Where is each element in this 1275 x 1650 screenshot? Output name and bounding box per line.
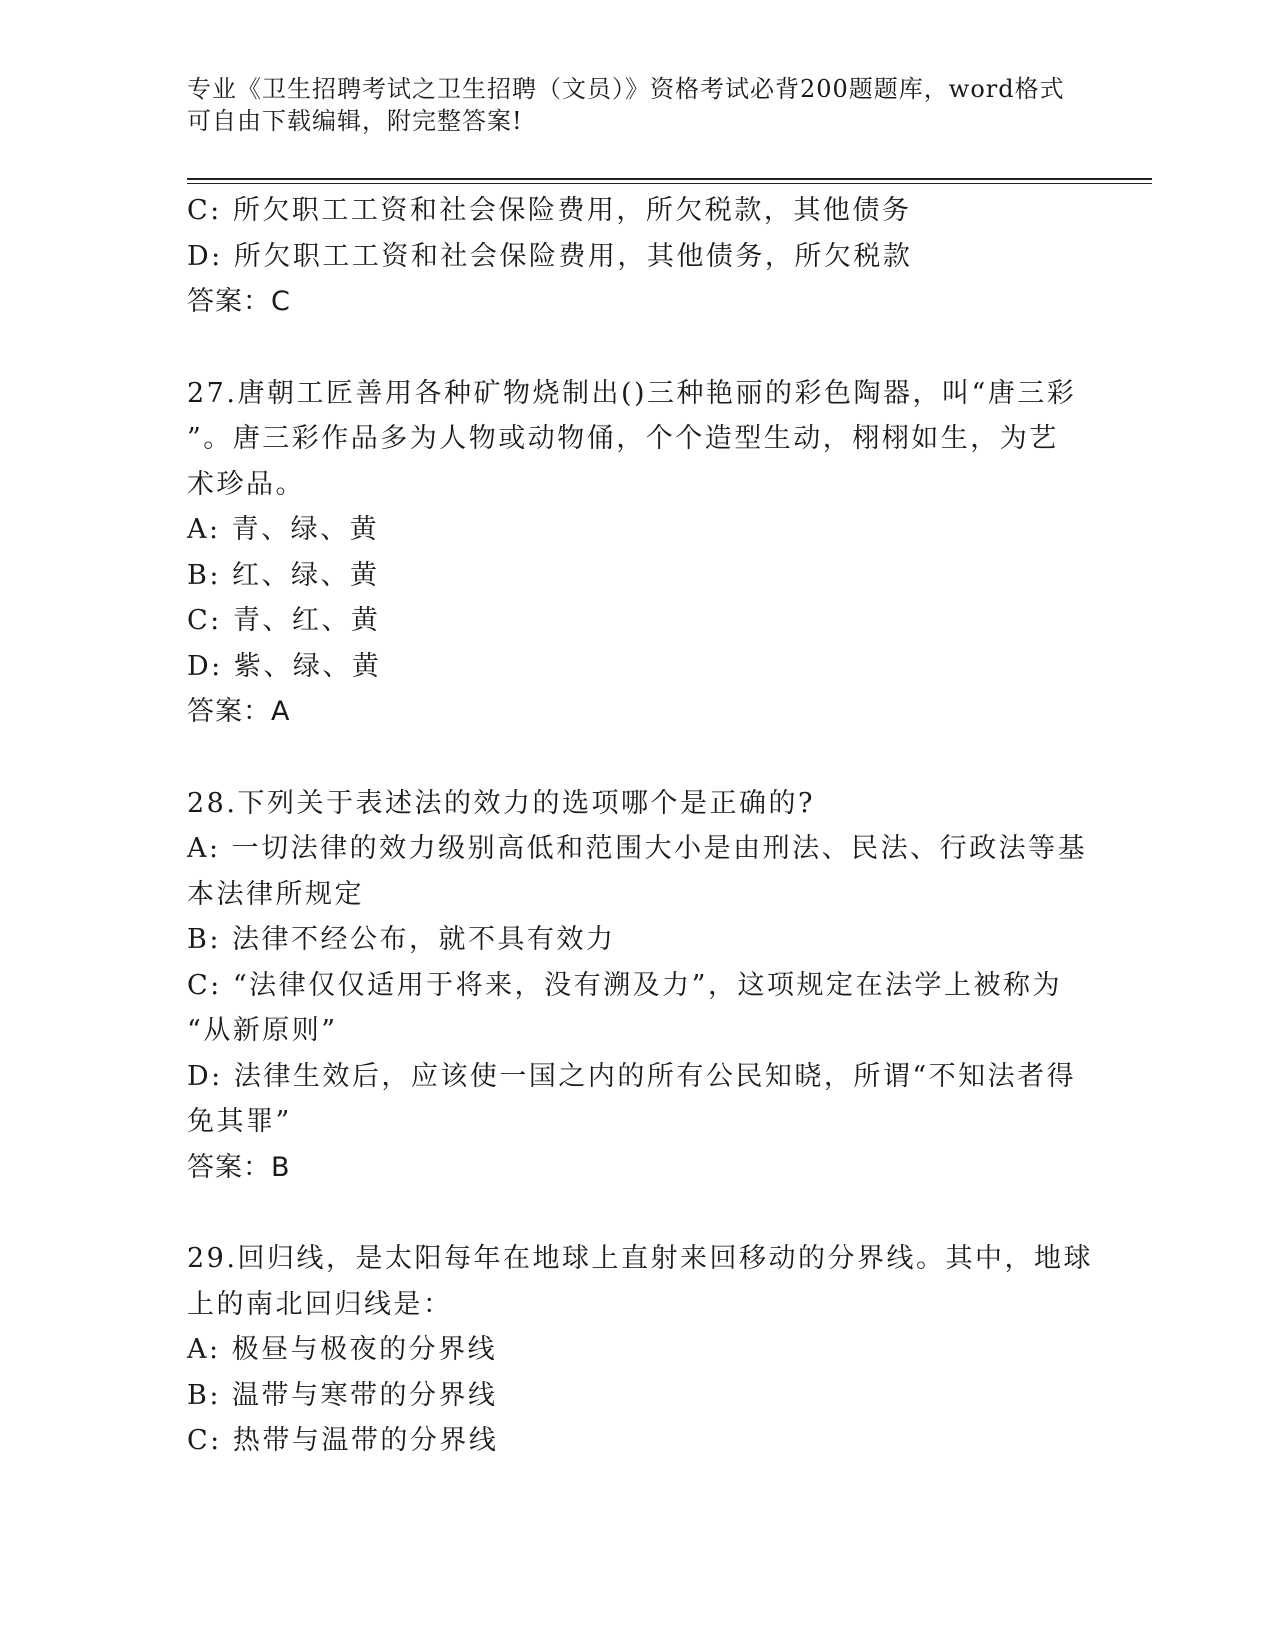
question-29 [187, 1236, 1093, 1464]
question-stem: 28.下列关于表述法的效力的选项哪个是正确的? [187, 787, 815, 819]
option-b: B: 法律不经公布，就不具有效力 [187, 924, 616, 955]
question-26 [187, 188, 1067, 325]
question-28 [187, 781, 1088, 1191]
option-b: B: 红、绿、黄 [187, 559, 380, 591]
option-c: C: 热带与温带的分界线 [187, 1425, 499, 1456]
option-c-line-1: C: “法律仅仅适用于将来，没有溯及力”，这项规定在法学上被称为 [187, 969, 1062, 1001]
question-spacer [187, 325, 1067, 371]
option-c: C: 所欠职工工资和社会保险费用，所欠税款，其他债务 [187, 195, 912, 226]
question-stem-line-1: 29.回归线，是太阳每年在地球上直射来回移动的分界线。其中，地球 [187, 1243, 1093, 1274]
question-stem-line-2: 上的南北回归线是： [187, 1288, 453, 1320]
option-c-line-2: “从新原则” [187, 1015, 338, 1046]
header-divider-thick [187, 178, 1152, 180]
question-27 [187, 371, 1077, 735]
option-d: D: 紫、绿、黄 [187, 650, 382, 682]
header-divider-thin [187, 183, 1152, 184]
option-a: A: 青、绿、黄 [187, 514, 380, 545]
option-d-line-1: D: 法律生效后，应该使一国之内的所有公民知晓，所谓“不知法者得 [187, 1060, 1077, 1092]
question-spacer [187, 1190, 1067, 1236]
question-list [187, 188, 1093, 1464]
header-title-line-1: 专业《卫生招聘考试之卫生招聘（文员）》资格考试必背200题题库，word格式 [187, 75, 1065, 103]
question-stem-line-3: 术珍品。 [187, 468, 305, 500]
answer-line: 答案：B [187, 1151, 291, 1183]
option-a: A: 极昼与极夜的分界线 [187, 1334, 498, 1365]
question-stem-line-2: ”。唐三彩作品多为人物或动物俑，个个造型生动，栩栩如生，为艺 [187, 423, 1059, 454]
header-title-line-2: 可自由下载编辑，附完整答案! [187, 107, 523, 135]
option-d-line-2: 免其罪” [187, 1106, 292, 1137]
document-header [187, 73, 1067, 137]
option-b: B: 温带与寒带的分界线 [187, 1379, 498, 1411]
answer-line: 答案：A [187, 696, 291, 727]
question-stem-line-1: 27.唐朝工匠善用各种矿物烧制出()三种艳丽的彩色陶器，叫“唐三彩 [187, 377, 1077, 409]
question-spacer [187, 735, 1067, 781]
option-a-line-2: 本法律所规定 [187, 878, 364, 910]
option-a-line-1: A: 一切法律的效力级别高低和范围大小是由刑法、民法、行政法等基 [187, 833, 1088, 864]
answer-line: 答案：C [187, 286, 291, 317]
option-d: D: 所欠职工工资和社会保险费用，其他债务，所欠税款 [187, 240, 913, 272]
option-c: C: 青、红、黄 [187, 605, 381, 636]
